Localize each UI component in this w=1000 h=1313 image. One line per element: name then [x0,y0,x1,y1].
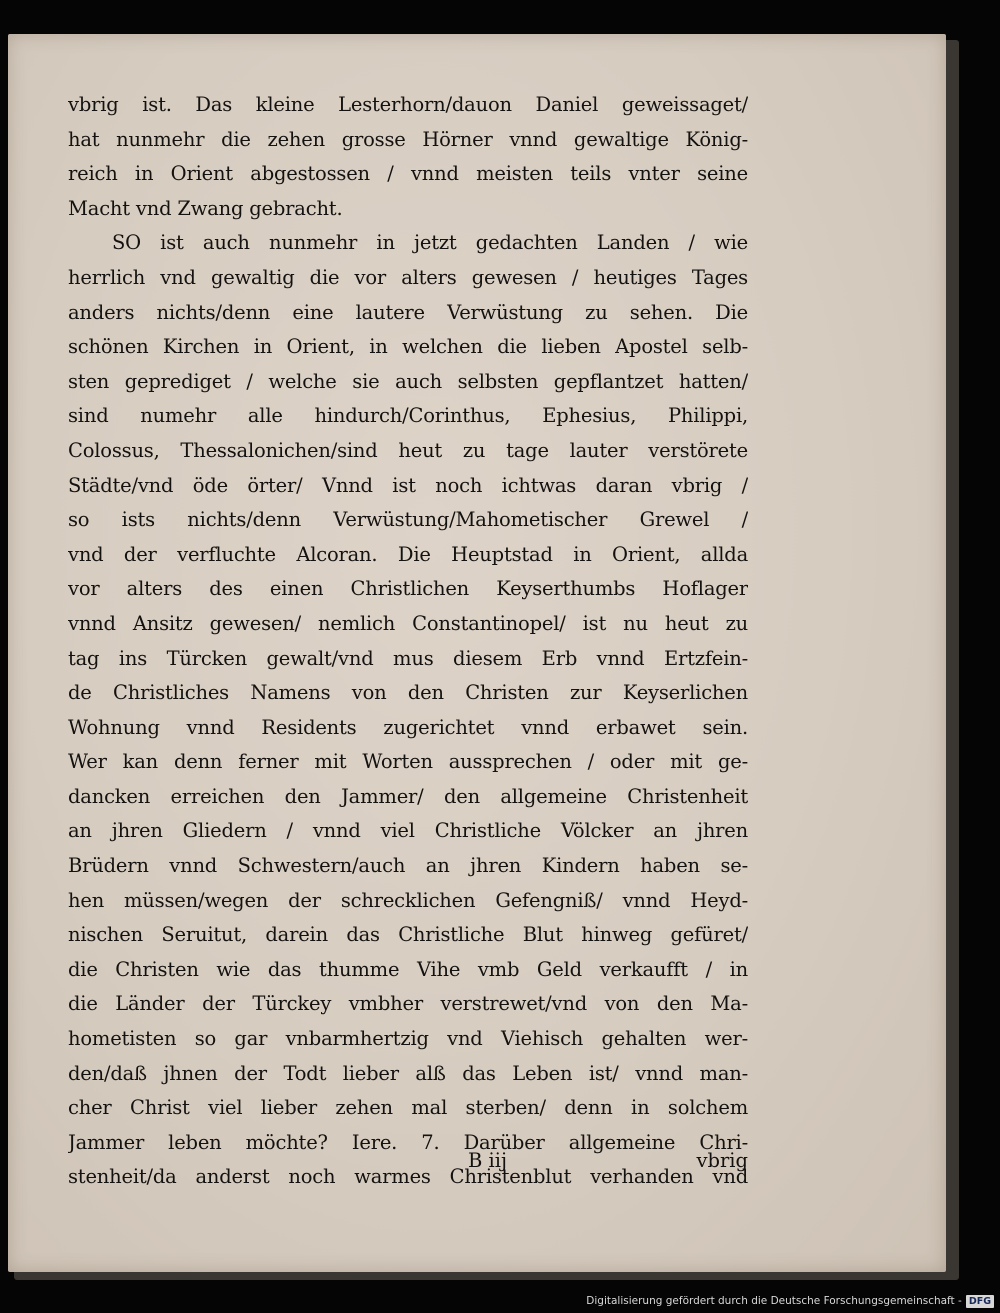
text-line: so ists nichts/denn Verwüstung/Mahometischer Grewel / [68,508,748,532]
text-line: Städte/vnd öde örter/ Vnnd ist noch ichtwas daran vbrig / [68,473,748,497]
funding-note: Digitalisierung gefördert durch die Deutsche Forschungsgemeinschaft - [586,1295,962,1307]
body-text [68,88,748,1195]
text-line: tag ins Türcken gewalt/vnd mus diesem Erb vnnd Ertzfein- [68,646,748,670]
catchline [68,1144,748,1178]
text-line: vor alters des einen Christlichen Keyserthumbs Hoflager [68,577,748,601]
text-line: vnd der verfluchte Alcoran. Die Heuptstad in Orient, allda [68,542,748,566]
text-line: Wer kan denn ferner mit Worten aussprechen / oder mit ge- [68,750,748,774]
text-line: Colossus, Thessalonichen/sind heut zu tage lauter verstörete [68,438,748,462]
text-line: Jammer leben möchte? Iere. 7. Darüber allgemeine Chri- [68,1130,748,1154]
text-line: de Christliches Namens von den Christen zur Keyserlichen [68,681,748,705]
text-line: sten geprediget / welche sie auch selbsten gepflantzet hatten/ [68,369,748,393]
text-line: vbrig ist. Das kleine Lesterhorn/dauon Daniel geweissaget/ [68,93,748,116]
signature-mark: B iij [468,1149,508,1172]
text-line: sind numehr alle hindurch/Corinthus, Ephesius, Philippi, [68,404,748,428]
text-line: SO ist auch nunmehr in jetzt gedachten Landen / wie [112,231,748,255]
text-line: anders nichts/denn eine lautere Verwüstung zu sehen. Die [68,300,748,324]
text-line: vnnd Ansitz gewesen/ nemlich Constantinopel/ ist nu heut zu [68,611,748,635]
text-line: dancken erreichen den Jammer/ den allgemeine Christenheit [68,784,748,808]
funding-footer [586,1293,994,1309]
text-line: hometisten so gar vnbarmhertzig vnd Viehisch gehalten wer- [68,1027,748,1051]
text-line: Macht vnd Zwang gebracht. [68,196,343,220]
text-line: reich in Orient abgestossen / vnnd meisten teils vnter seine [68,162,748,186]
text-line: schönen Kirchen in Orient, in welchen die lieben Apostel selb- [68,335,748,359]
text-line: Wohnung vnnd Residents zugerichtet vnnd erbawet sein. [68,715,748,739]
text-line: cher Christ viel lieber zehen mal sterben/ denn in solchem [68,1096,748,1120]
text-line: an jhren Gliedern / vnnd viel Christliche Völcker an jhren [68,819,748,843]
document-page [8,34,946,1272]
text-line: stenheit/da anderst noch warmes Christenblut verhanden vnd [68,1165,748,1189]
text-line: nischen Seruitut, darein das Christliche Blut hinweg gefüret/ [68,923,748,947]
text-line: die Christen wie das thumme Vihe vmb Geld verkaufft / in [68,957,748,981]
dfg-logo-icon: DFG [966,1295,994,1308]
text-line: die Länder der Türckey vmbher verstrewet/vnd von den Ma- [68,992,748,1016]
catchword: vbrig [696,1149,748,1172]
text-line: Brüdern vnnd Schwestern/auch an jhren Kindern haben se- [68,854,748,878]
text-line: hen müssen/wegen der schrecklichen Gefengniß/ vnnd Heyd- [68,888,748,912]
text-line: herrlich vnd gewaltig die vor alters gewesen / heutiges Tages [68,265,748,289]
text-line: den/daß jhnen der Todt lieber alß das Leben ist/ vnnd man- [68,1061,748,1085]
text-line: hat nunmehr die zehen grosse Hörner vnnd gewaltige König- [68,127,748,151]
